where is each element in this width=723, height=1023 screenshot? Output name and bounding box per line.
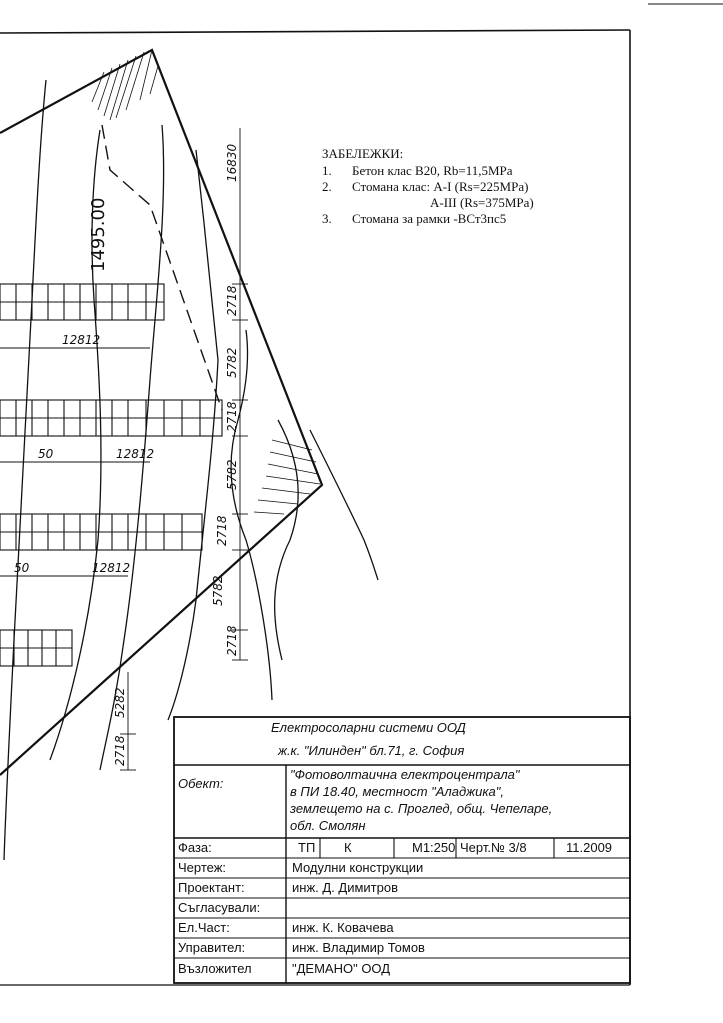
manager-value: инж. Владимир Томов	[292, 940, 425, 955]
object-line-3: землещето на с. Проглед, общ. Чепеларе,	[290, 801, 553, 816]
title-block	[174, 717, 630, 983]
row-width-1: 12812	[62, 333, 101, 347]
manager-label: Управител:	[178, 940, 246, 955]
note-text: Стомана клас: А-I (Rs=225MPa)	[352, 179, 529, 194]
row-offset-2: 50	[14, 561, 30, 575]
elevation-label: 1495.00	[88, 197, 109, 272]
designer-value: инж. Д. Димитров	[292, 880, 398, 895]
pv-row-3	[0, 514, 202, 550]
dim-right-6: 2718	[215, 515, 229, 546]
drawing-label: Чертеж:	[178, 860, 227, 875]
object-line-4: обл. Смолян	[290, 818, 366, 833]
slope-hatching-top	[92, 50, 158, 120]
pv-row-1	[0, 284, 164, 320]
notes-heading: ЗАБЕЛЕЖКИ:	[322, 146, 404, 161]
company-address: ж.к. "Илинден" бл.71, г. София	[278, 743, 465, 758]
row-width-3: 12812	[92, 561, 131, 575]
sheet-number: Черт.№ 3/8	[460, 840, 527, 855]
dim-right-3: 5782	[225, 347, 239, 378]
agreed-label: Съгласували:	[178, 900, 261, 915]
object-line-2: в ПИ 18.40, местност "Аладжика",	[290, 784, 504, 799]
note-item-3	[322, 211, 534, 227]
client-value: "ДЕМАНО" ООД	[292, 961, 391, 976]
designer-label: Проектант:	[178, 880, 245, 895]
scale-value: М1:250	[412, 840, 456, 855]
note-text: Бетон клас В20, Rb=11,5MPa	[352, 163, 513, 178]
dim-right-4: 2718	[225, 401, 239, 432]
setback-dashed-line	[102, 125, 222, 410]
drawing-date: 11.2009	[566, 840, 613, 855]
client-label: Възложител	[178, 961, 252, 976]
phase-label: Фаза:	[178, 840, 212, 855]
dim-right-7: 5782	[211, 575, 225, 606]
phase-tp: ТП	[298, 840, 316, 855]
row-offset-1: 50	[38, 447, 54, 461]
pv-row-2	[0, 400, 222, 436]
object-line-1: "Фотоволтаична електроцентрала"	[290, 767, 520, 782]
object-label: Обект:	[178, 776, 224, 791]
notes-block	[322, 146, 534, 227]
dim-lower-2: 2718	[113, 735, 127, 766]
drawing-value: Модулни конструкции	[292, 860, 424, 875]
dim-right-8: 2718	[225, 625, 239, 656]
note-item-2	[322, 179, 534, 195]
dim-right-1: 16830	[225, 143, 239, 182]
slope-hatching-right	[254, 440, 320, 514]
dim-right-2: 2718	[225, 285, 239, 316]
note-item-2-continued	[322, 195, 534, 211]
note-number: 2.	[322, 179, 332, 194]
company-name: Електросоларни системи ООД	[271, 720, 466, 735]
phase-k: К	[344, 840, 352, 855]
note-text: А-III (Rs=375MPa)	[430, 195, 534, 210]
pv-module-rows	[0, 284, 222, 666]
dim-right-5: 5782	[225, 459, 239, 490]
row-width-2: 12812	[116, 447, 155, 461]
el-part-label: Ел.Част:	[178, 920, 230, 935]
pv-row-4	[0, 630, 72, 666]
dim-lower-1: 5282	[113, 687, 127, 718]
note-number: 3.	[322, 211, 332, 226]
note-text: Стомана за рамки -ВСт3пс5	[352, 211, 507, 226]
el-part-value: инж. К. Ковачева	[292, 920, 394, 935]
note-number: 1.	[322, 163, 332, 178]
note-item-1	[322, 163, 534, 179]
